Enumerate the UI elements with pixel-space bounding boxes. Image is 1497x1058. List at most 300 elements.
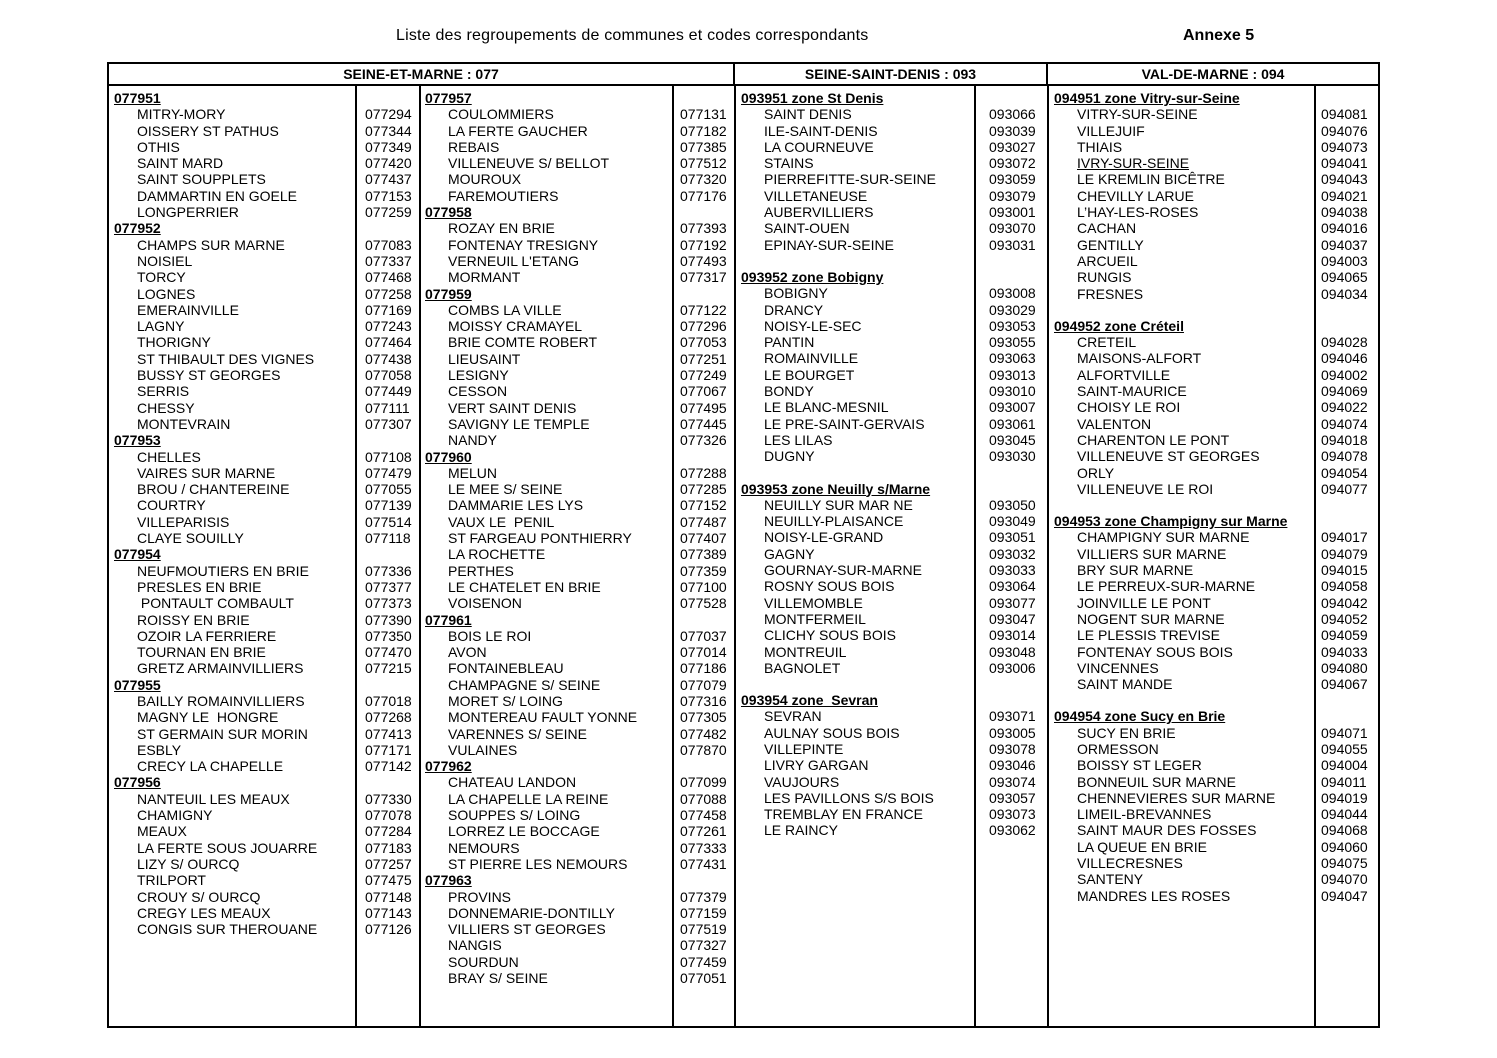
table-row (420, 921, 734, 937)
zone-group (1049, 90, 1382, 302)
commune-code: 093062 (989, 822, 1036, 839)
zone-label: 077952 (114, 220, 161, 237)
table-row (420, 660, 734, 676)
commune-code: 077078 (365, 807, 412, 824)
commune-name: CREGY LES MEAUX (137, 904, 271, 921)
commune-name: ORMESSON (1077, 740, 1159, 757)
zone-group (420, 612, 734, 759)
commune-name: COULOMMIERS (448, 106, 554, 123)
table-row (420, 432, 734, 448)
commune-name: LA FERTE SOUS JOUARRE (137, 839, 318, 856)
commune-code: 093077 (989, 594, 1036, 611)
commune-name: ALFORTVILLE (1077, 366, 1171, 383)
commune-name: BRIE COMTE ROBERT (448, 334, 598, 351)
commune-name: VARENNES S/ SEINE (448, 725, 588, 742)
header-seine-et-marne: SEINE-ET-MARNE : 077 (109, 64, 735, 84)
table-row (109, 644, 419, 660)
table-row (1049, 204, 1382, 220)
commune-name: BRAY S/ SEINE (448, 970, 548, 987)
header-val-de-marne: VAL-DE-MARNE : 094 (1141, 66, 1285, 82)
commune-name: LORREZ LE BOCCAGE (448, 823, 600, 840)
commune-code: 093066 (989, 106, 1036, 123)
table-row (1049, 822, 1382, 838)
commune-code: 077152 (680, 497, 727, 514)
commune-code: 094060 (1321, 838, 1368, 855)
table-row (420, 709, 734, 725)
commune-code: 077176 (680, 187, 727, 204)
commune-name: AUBERVILLIERS (764, 204, 874, 221)
commune-code: 077148 (365, 888, 412, 905)
commune-name: MORET S/ LOING (448, 692, 563, 709)
commune-code: 094074 (1321, 415, 1368, 432)
commune-name: SAINT SOUPPLETS (137, 171, 266, 188)
table-row (1049, 855, 1382, 871)
zone-header (420, 612, 734, 628)
commune-code: 077108 (365, 448, 412, 465)
commune-name: COMBS LA VILLE (448, 301, 562, 318)
commune-name: MONTFERMEIL (764, 610, 866, 627)
commune-code: 077099 (680, 774, 727, 791)
commune-name: LE PLESSIS TREVISE (1077, 627, 1220, 644)
table-row (420, 188, 734, 204)
table-row (1049, 546, 1382, 562)
commune-code: 094079 (1321, 545, 1368, 562)
table-row (1049, 529, 1382, 545)
commune-name: VULAINES (448, 741, 518, 758)
commune-code: 077512 (680, 155, 727, 172)
commune-name: CLAYE SOUILLY (137, 530, 244, 547)
zone-header (109, 677, 419, 693)
commune-code: 077079 (680, 676, 727, 693)
commune-name: LES LILAS (764, 431, 833, 448)
zone-header (420, 204, 734, 220)
commune-name: LE CHATELET EN BRIE (448, 578, 601, 595)
commune-name: LE MEE S/ SEINE (448, 481, 563, 498)
table-row (420, 726, 734, 742)
commune-code: 094015 (1321, 562, 1368, 579)
commune-name: NEUILLY SUR MAR NE (764, 496, 913, 513)
commune-name: CHOISY LE ROI (1077, 399, 1181, 416)
commune-name: BOISSY ST LEGER (1077, 757, 1202, 774)
commune-code: 077336 (365, 562, 412, 579)
commune-code: 094068 (1321, 822, 1368, 839)
commune-code: 077317 (680, 269, 727, 286)
commune-name: CACHAN (1077, 220, 1137, 237)
commune-name: CHATEAU LANDON (448, 774, 577, 791)
commune-name: EMERAINVILLE (137, 301, 239, 318)
zone-label: 077961 (425, 611, 472, 628)
commune-code: 077420 (365, 155, 412, 172)
commune-code: 093039 (989, 122, 1036, 139)
commune-code: 077359 (680, 562, 727, 579)
commune-name: RUNGIS (1077, 269, 1132, 286)
table-row (736, 285, 1047, 301)
commune-name: LA CHAPELLE LA REINE (448, 790, 609, 807)
table-row (109, 514, 419, 530)
commune-code: 077249 (680, 367, 727, 384)
table-row (109, 383, 419, 399)
commune-code: 077458 (680, 807, 727, 824)
commune-code: 077327 (680, 937, 727, 954)
commune-code: 077326 (680, 432, 727, 449)
table-row (109, 481, 419, 497)
commune-name: VAIRES SUR MARNE (137, 464, 276, 481)
commune-name: PONTAULT COMBAULT (137, 595, 294, 612)
commune-code: 094041 (1321, 155, 1368, 172)
commune-name: TOURNAN EN BRIE (137, 644, 266, 661)
table-row (1049, 139, 1382, 155)
commune-name: PRESLES EN BRIE (137, 578, 262, 595)
commune-name: LES PAVILLONS S/S BOIS (764, 789, 934, 806)
table-row (420, 905, 734, 921)
table-row (109, 318, 419, 334)
zone-label: 077957 (425, 90, 472, 106)
commune-name: NOISY-LE-GRAND (764, 529, 884, 546)
commune-name: ST GERMAIN SUR MORIN (137, 725, 308, 742)
commune-code: 077261 (680, 823, 727, 840)
zone-label: 077960 (425, 448, 472, 465)
commune-code: 077482 (680, 725, 727, 742)
commune-code: 077296 (680, 318, 727, 335)
commune-name: LESIGNY (448, 367, 509, 384)
commune-name: SOURDUN (448, 953, 519, 970)
commune-code: 093014 (989, 627, 1036, 644)
zone-header (109, 432, 419, 448)
commune-name: BONNEUIL SUR MARNE (1077, 773, 1236, 790)
table-row (1049, 660, 1382, 676)
table-row (109, 807, 419, 823)
table-row (736, 448, 1047, 464)
commune-code: 094076 (1321, 122, 1368, 139)
commune-code: 077118 (365, 530, 411, 547)
commune-name: SAINT MANDE (1077, 676, 1173, 693)
commune-name: LOGNES (137, 285, 196, 302)
commune-code: 077100 (680, 578, 727, 595)
commune-code: 077479 (365, 464, 412, 481)
commune-code: 077159 (680, 904, 727, 921)
commune-name: VILLEMOMBLE (764, 594, 863, 611)
commune-code: 077389 (680, 546, 727, 563)
zone-label: 094954 zone Sucy en Brie (1054, 708, 1226, 725)
commune-code: 093047 (989, 610, 1036, 627)
table-row (420, 237, 734, 253)
commune-code: 094078 (1321, 448, 1368, 465)
commune-code: 077464 (365, 334, 412, 351)
commune-name: IVRY-SUR-SEINE (1077, 155, 1190, 172)
commune-name: VOISENON (448, 595, 522, 612)
table-row (109, 237, 419, 253)
commune-code: 094071 (1321, 724, 1368, 741)
table-row (736, 578, 1047, 594)
commune-name: PERTHES (448, 562, 514, 579)
table-row (736, 318, 1047, 334)
commune-name: NANTEUIL LES MEAUX (137, 790, 290, 807)
table-row (1049, 334, 1382, 350)
commune-name: FAREMOUTIERS (448, 187, 559, 204)
commune-name: VALENTON (1077, 415, 1152, 432)
table-row (736, 399, 1047, 415)
table-row (109, 302, 419, 318)
commune-name: BUSSY ST GEORGES (137, 367, 281, 384)
table-row (1049, 578, 1382, 594)
commune-code: 094022 (1321, 399, 1368, 416)
table-row (736, 350, 1047, 366)
zone-group (736, 481, 1047, 677)
commune-name: LE BLANC-MESNIL (764, 399, 889, 416)
table-row (1049, 757, 1382, 773)
zone-group (420, 204, 734, 285)
zone-label: 093951 zone St Denis (741, 90, 884, 106)
table-row (109, 823, 419, 839)
commune-name: CHAMPIGNY SUR MARNE (1077, 529, 1250, 546)
table-row (736, 139, 1047, 155)
table-row (1049, 123, 1382, 139)
commune-code: 077333 (680, 839, 727, 856)
commune-code: 093033 (989, 562, 1036, 579)
commune-code: 077514 (365, 513, 412, 530)
commune-name: ST FARGEAU PONTHIERRY (448, 530, 632, 547)
commune-name: BOIS LE ROI (448, 627, 532, 644)
commune-code: 093057 (989, 789, 1036, 806)
commune-name: NANDY (448, 432, 498, 449)
table-row (420, 481, 734, 497)
commune-code: 077307 (365, 415, 412, 432)
zone-group (736, 269, 1047, 465)
commune-code: 077186 (680, 660, 727, 677)
table-row (109, 563, 419, 579)
table-row (420, 677, 734, 693)
commune-name: DRANCY (764, 301, 824, 318)
commune-name: MONTEVRAIN (137, 415, 231, 432)
commune-code: 077088 (680, 790, 727, 807)
commune-code: 094019 (1321, 789, 1368, 806)
table-row (420, 383, 734, 399)
commune-name: TRILPORT (137, 872, 206, 889)
commune-name: PROVINS (448, 888, 512, 905)
commune-name: BOBIGNY (764, 285, 828, 302)
header-seine-saint-denis: SEINE-SAINT-DENIS : 093 (735, 64, 1048, 84)
table-row (736, 790, 1047, 806)
commune-code: 077169 (365, 301, 412, 318)
table-row (736, 627, 1047, 643)
zone-header (1049, 513, 1382, 529)
commune-name: ST PIERRE LES NEMOURS (448, 855, 628, 872)
commune-code: 077305 (680, 709, 727, 726)
commune-name: LONGPERRIER (137, 204, 239, 221)
zone-group (109, 774, 419, 937)
table-row (420, 334, 734, 350)
commune-name: VILLEPARISIS (137, 513, 230, 530)
table-row (1049, 286, 1382, 302)
zone-label: 077956 (114, 774, 161, 791)
table-row (736, 741, 1047, 757)
commune-code: 077037 (680, 627, 727, 644)
table-row (109, 253, 419, 269)
table-row (109, 351, 419, 367)
commune-name: FONTENAY SOUS BOIS (1077, 643, 1233, 660)
commune-code: 077407 (680, 530, 727, 547)
table-row (109, 889, 419, 905)
commune-name: CRETEIL (1077, 334, 1137, 351)
commune-name: NEMOURS (448, 839, 520, 856)
table-row (420, 171, 734, 187)
commune-code: 077192 (680, 236, 727, 253)
table-row (109, 791, 419, 807)
commune-name: ROISSY EN BRIE (137, 611, 250, 628)
commune-name: BRY SUR MARNE (1077, 562, 1194, 579)
commune-name: SAINT MAUR DES FOSSES (1077, 822, 1257, 839)
table-row (420, 530, 734, 546)
table-row (109, 400, 419, 416)
commune-code: 077470 (365, 644, 412, 661)
commune-code: 077495 (680, 399, 727, 416)
commune-code: 094002 (1321, 366, 1368, 383)
table-row (736, 416, 1047, 432)
table-row (420, 546, 734, 562)
commune-name: TORCY (137, 269, 186, 286)
table-row (736, 334, 1047, 350)
table-row (109, 709, 419, 725)
table-row (420, 807, 734, 823)
commune-code: 094044 (1321, 806, 1368, 823)
commune-name: VILLIERS ST GEORGES (448, 921, 606, 938)
table-row (420, 579, 734, 595)
table-row (736, 513, 1047, 529)
commune-code: 077468 (365, 269, 412, 286)
table-row (420, 302, 734, 318)
commune-code: 094047 (1321, 887, 1368, 904)
commune-name: LIMEIL-BREVANNES (1077, 806, 1212, 823)
table-row (420, 106, 734, 122)
table-row (1049, 432, 1382, 448)
commune-name: PANTIN (764, 334, 815, 351)
zone-group (109, 220, 419, 432)
commune-name: PIERREFITTE-SUR-SEINE (764, 171, 936, 188)
commune-code: 077285 (680, 481, 727, 498)
commune-name: CHENNEVIERES SUR MARNE (1077, 789, 1276, 806)
zone-group (420, 758, 734, 872)
commune-code: 094034 (1321, 285, 1368, 302)
commune-name: ROMAINVILLE (764, 350, 859, 367)
commune-name: SANTENY (1077, 871, 1144, 888)
table-row (736, 106, 1047, 122)
commune-code: 094043 (1321, 171, 1368, 188)
table-row (420, 416, 734, 432)
table-row (420, 514, 734, 530)
commune-name: SAINT-OUEN (764, 220, 850, 237)
zone-label: 077958 (425, 204, 472, 221)
commune-code: 094042 (1321, 594, 1368, 611)
table-row (420, 563, 734, 579)
commune-name: SEVRAN (764, 708, 822, 725)
commune-name: SAINT MARD (137, 155, 224, 172)
commune-name: REBAIS (448, 138, 500, 155)
zone-header (736, 481, 1047, 497)
table-row (1049, 871, 1382, 887)
zone-label: 077962 (425, 758, 472, 775)
table-row (1049, 806, 1382, 822)
zone-header (420, 90, 734, 106)
table-row (420, 840, 734, 856)
commune-name: VILLECRESNES (1077, 855, 1183, 872)
commune-code: 094037 (1321, 236, 1368, 253)
commune-code: 077475 (365, 872, 412, 889)
commune-code: 094038 (1321, 204, 1368, 221)
commune-code: 077288 (680, 464, 727, 481)
zone-group (736, 692, 1047, 839)
table-row (1049, 595, 1382, 611)
zone-header (1049, 708, 1382, 724)
commune-code: 077349 (365, 138, 412, 155)
commune-code: 077243 (365, 318, 412, 335)
table-row (109, 269, 419, 285)
commune-name: MITRY-MORY (137, 106, 226, 123)
commune-name: SAINT-MAURICE (1077, 383, 1187, 400)
commune-name: LA QUEUE EN BRIE (1077, 838, 1207, 855)
table-row (1049, 611, 1382, 627)
commune-name: NOISIEL (137, 252, 193, 269)
table-row (1049, 465, 1382, 481)
commune-code: 077111 (365, 399, 410, 416)
commune-code: 093049 (989, 513, 1036, 530)
table-row (736, 171, 1047, 187)
commune-name: STAINS (764, 155, 814, 172)
table-row (109, 188, 419, 204)
commune-name: GAGNY (764, 545, 815, 562)
commune-name: CHESSY (137, 399, 195, 416)
table-row (109, 628, 419, 644)
table-row (109, 171, 419, 187)
commune-code: 077870 (680, 741, 727, 758)
table-row (736, 806, 1047, 822)
commune-name: LE PERREUX-SUR-MARNE (1077, 578, 1256, 595)
table-row (109, 840, 419, 856)
commune-name: FONTENAY TRESIGNY (448, 236, 599, 253)
table-row (420, 595, 734, 611)
table-row (109, 872, 419, 888)
table-row (736, 383, 1047, 399)
commune-code: 093007 (989, 399, 1036, 416)
table-row (109, 693, 419, 709)
commune-name: DAMMARTIN EN GOELE (137, 187, 297, 204)
table-row (736, 611, 1047, 627)
table-row (109, 497, 419, 513)
commune-name: LE PRE-SAINT-GERVAIS (764, 415, 925, 432)
zone-group (1049, 708, 1382, 904)
commune-code: 077393 (680, 220, 727, 237)
commune-code: 077438 (365, 350, 412, 367)
commune-code: 094067 (1321, 676, 1368, 693)
commune-name: CHAMPAGNE S/ SEINE (448, 676, 601, 693)
commune-name: VILLEJUIF (1077, 122, 1145, 139)
commune-name: MELUN (448, 464, 498, 481)
commune-code: 077379 (680, 888, 727, 905)
commune-code: 094073 (1321, 138, 1368, 155)
commune-name: SUCY EN BRIE (1077, 724, 1176, 741)
commune-code: 093072 (989, 155, 1036, 172)
commune-name: VITRY-SUR-SEINE (1077, 106, 1198, 123)
table-row (420, 465, 734, 481)
commune-code: 077014 (680, 644, 727, 661)
commune-code: 094052 (1321, 610, 1368, 627)
commune-name: BAGNOLET (764, 659, 841, 676)
commune-code: 077316 (680, 692, 727, 709)
table-row (1049, 106, 1382, 122)
commune-name: CRECY LA CHAPELLE (137, 758, 284, 775)
commune-name: CROUY S/ OURCQ (137, 888, 261, 905)
commune-code: 094016 (1321, 220, 1368, 237)
subcolumn-094 (1049, 86, 1382, 1026)
